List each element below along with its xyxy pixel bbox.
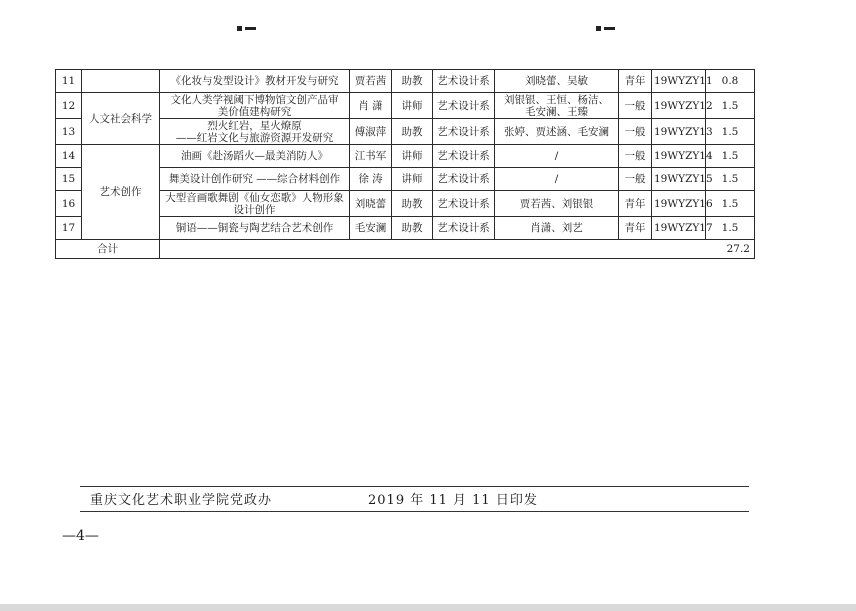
members-line: 刘银银、王恒、杨洁、: [504, 93, 609, 106]
leader-name: 贾若茜: [350, 70, 392, 93]
project-type: 青年: [619, 191, 652, 217]
leader-name: 傅淑萍: [350, 119, 392, 145]
rank: 讲师: [392, 93, 433, 119]
row-number: 15: [56, 168, 82, 191]
leader-name: 徐 涛: [350, 168, 392, 191]
title-line: 设计创作: [233, 203, 276, 216]
category-cell: 人文社会科学: [82, 93, 160, 145]
project-type: 一般: [619, 168, 652, 191]
project-title: 铜语——铜瓷与陶艺结合艺术创作: [160, 217, 350, 240]
department: 艺术设计系: [433, 217, 495, 240]
members: 肖潇、刘艺: [495, 217, 619, 240]
rank: 助教: [392, 70, 433, 93]
amount: 1.5: [706, 217, 755, 240]
amount: 1.5: [706, 119, 755, 145]
project-type: 青年: [619, 70, 652, 93]
scan-edge: [0, 604, 856, 611]
project-type: 一般: [619, 93, 652, 119]
leader-name: 肖 潇: [350, 93, 392, 119]
table-row: [56, 191, 755, 217]
table-row: [56, 168, 755, 191]
row-number: 11: [56, 70, 82, 93]
title-line: 美价值建构研究: [217, 105, 292, 118]
rank: 助教: [392, 191, 433, 217]
project-title: 《化妆与发型设计》教材开发与研究: [160, 70, 350, 93]
title-line: 大型音画歌舞剧《仙女恋歌》人物形象: [165, 191, 344, 204]
issuer: 重庆文化艺术职业学院党政办: [90, 493, 273, 508]
footer-rule: [80, 486, 749, 487]
department: 艺术设计系: [433, 168, 495, 191]
title-line: 烈火红岩，星火燎原: [207, 119, 302, 132]
page-number: —4—: [62, 528, 99, 544]
footer-rule: [80, 511, 749, 512]
rank: 助教: [392, 119, 433, 145]
total-label: 合计: [56, 240, 160, 259]
amount: 1.5: [706, 191, 755, 217]
members: [495, 93, 619, 119]
amount: 0.8: [706, 70, 755, 93]
row-number: 17: [56, 217, 82, 240]
project-code: 19WYZY16: [652, 191, 706, 217]
project-code: 19WYZY12: [652, 93, 706, 119]
table-row: [56, 217, 755, 240]
amount: 1.5: [706, 145, 755, 168]
project-code: 19WYZY11: [652, 70, 706, 93]
project-code: 19WYZY14: [652, 145, 706, 168]
project-type: 青年: [619, 217, 652, 240]
row-number: 16: [56, 191, 82, 217]
rank: 讲师: [392, 168, 433, 191]
title-line: 文化人类学视阈下博物馆文创产品审: [170, 93, 339, 106]
project-code: 19WYZY15: [652, 168, 706, 191]
project-code: 19WYZY17: [652, 217, 706, 240]
scan-mark: [237, 18, 256, 28]
amount: 1.5: [706, 168, 755, 191]
members: 刘晓蕾、吴敏: [495, 70, 619, 93]
project-title: [160, 119, 350, 145]
row-number: 13: [56, 119, 82, 145]
amount: 1.5: [706, 93, 755, 119]
leader-name: 毛安澜: [350, 217, 392, 240]
project-title: [160, 93, 350, 119]
project-title: 油画《赴汤蹈火—最美消防人》: [160, 145, 350, 168]
members: 张婷、贾述涵、毛安澜: [495, 119, 619, 145]
total-row: [56, 240, 755, 259]
table-row: [56, 119, 755, 145]
project-title: 舞美设计创作研究 ——综合材料创作: [160, 168, 350, 191]
rank: 讲师: [392, 145, 433, 168]
row-number: 12: [56, 93, 82, 119]
project-code: 19WYZY13: [652, 119, 706, 145]
project-title: [160, 191, 350, 217]
department: 艺术设计系: [433, 70, 495, 93]
scan-mark: [596, 18, 615, 28]
leader-name: 刘晓蕾: [350, 191, 392, 217]
members-line: 毛安澜、王臻: [525, 105, 588, 118]
project-table: [55, 69, 755, 259]
total-amount: 27.2: [160, 240, 755, 259]
rank: 助教: [392, 217, 433, 240]
table-row: [56, 70, 755, 93]
category-cell: 艺术创作: [82, 145, 160, 240]
table-row: [56, 145, 755, 168]
category-cell: [82, 70, 160, 93]
table-row: [56, 93, 755, 119]
project-type: 一般: [619, 145, 652, 168]
leader-name: 江书军: [350, 145, 392, 168]
issue-date: 2019 年 11 月 11 日印发: [368, 493, 538, 508]
department: 艺术设计系: [433, 191, 495, 217]
project-type: 一般: [619, 119, 652, 145]
members: /: [495, 168, 619, 191]
members: /: [495, 145, 619, 168]
title-line: ——红岩文化与旅游资源开发研究: [175, 131, 334, 144]
department: 艺术设计系: [433, 93, 495, 119]
members: 贾若茜、刘银银: [495, 191, 619, 217]
department: 艺术设计系: [433, 119, 495, 145]
row-number: 14: [56, 145, 82, 168]
department: 艺术设计系: [433, 145, 495, 168]
